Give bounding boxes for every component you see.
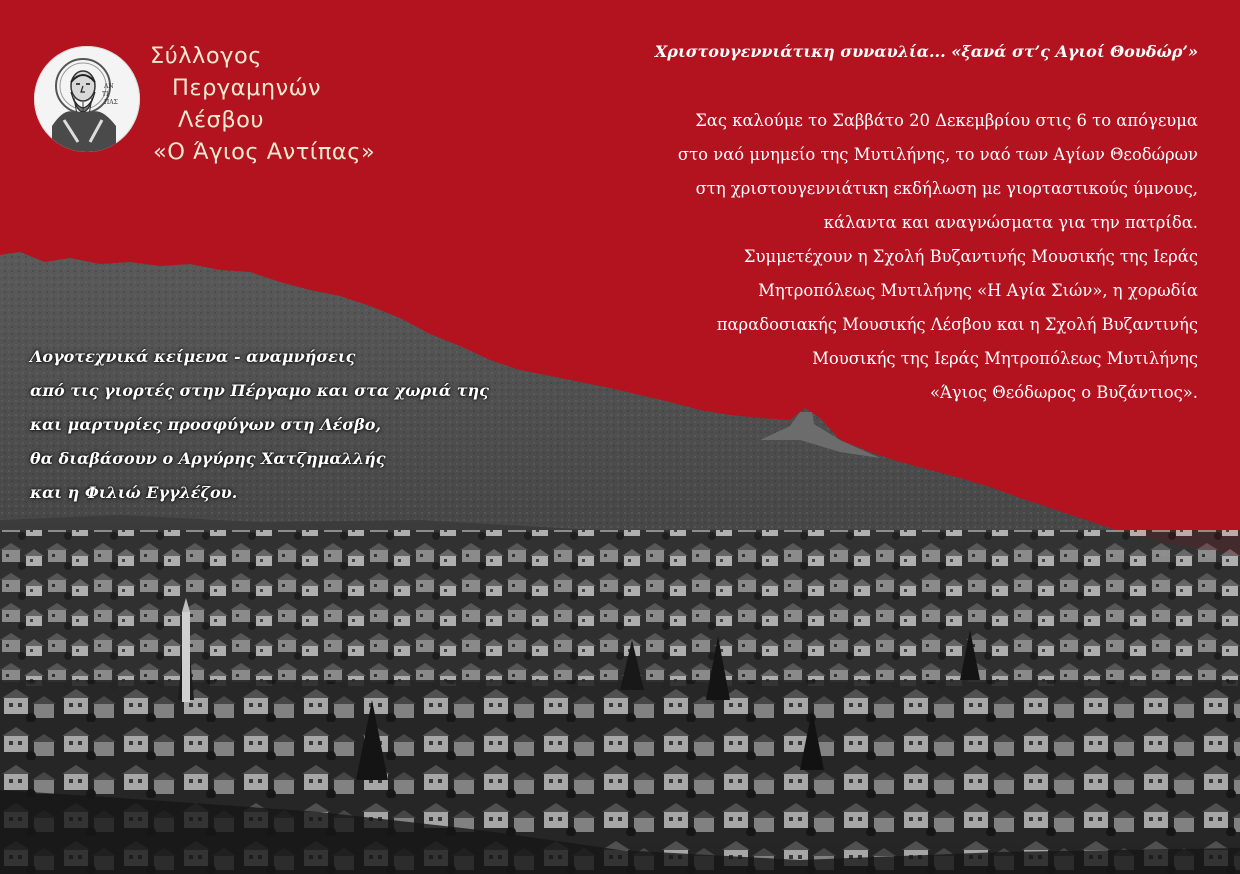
club-name-line-4: «Ο Άγιος Αντίπας» [153, 139, 376, 165]
event-line: Σας καλούμε το Σαββάτο 20 Δεκεμβρίου στις 6 το απόγευμα [695, 111, 1198, 130]
event-title: Χριστουγεννιάτικη συναυλία... «ξανά στ’ς Αγιοί Θουδώρ’» [654, 42, 1198, 61]
event-line: «Άγιος Θεόδωρος ο Βυζάντιος». [929, 383, 1198, 402]
event-line: στο ναό μνημείο της Μυτιλήνης, το ναό των Αγίων Θεοδώρων [677, 145, 1198, 164]
event-line: στη χριστουγεννιάτικη εκδήλωση με γιορταστικούς ύμνους, [695, 179, 1198, 198]
club-name-line-3: Λέσβου [178, 107, 264, 133]
club-name-line-1: Σύλλογος [150, 43, 262, 69]
readings-text [30, 340, 630, 510]
event-line: κάλαντα και αναγνώσματα για την πατρίδα. [823, 213, 1198, 232]
svg-text:ΠΑΣ: ΠΑΣ [104, 99, 118, 106]
event-line: Μουσικής της Ιεράς Μητροπόλεως Μυτιλήνης [812, 349, 1198, 368]
club-logo [34, 46, 140, 152]
club-name-line-2: Περγαμηνών [172, 75, 322, 101]
event-line: Συμμετέχουν η Σχολή Βυζαντινής Μουσικής της Ιεράς [743, 247, 1198, 266]
readings-line: θα διαβάσουν ο Αργύρης Χατζημαλλής [30, 449, 386, 468]
club-name [150, 40, 410, 168]
readings-line: και η Φιλιώ Εγγλέζου. [30, 483, 238, 502]
svg-text:ΤΙ: ΤΙ [102, 91, 109, 98]
readings-line: από τις γιορτές στην Πέργαμο και στα χωριά της [30, 381, 489, 400]
readings-line: και μαρτυρίες προσφύγων στη Λέσβο, [30, 415, 382, 434]
svg-text:ΑΝ: ΑΝ [104, 83, 114, 90]
saint-antipas-icon [34, 46, 140, 152]
readings-line: Λογοτεχνικά κείμενα - αναμνήσεις [30, 347, 356, 366]
event-line: Μητροπόλεως Μυτιλήνης «Η Αγία Σιών», η χορωδία [758, 281, 1198, 300]
event-line: παραδοσιακής Μουσικής Λέσβου και η Σχολή Βυζαντινής [716, 315, 1198, 334]
